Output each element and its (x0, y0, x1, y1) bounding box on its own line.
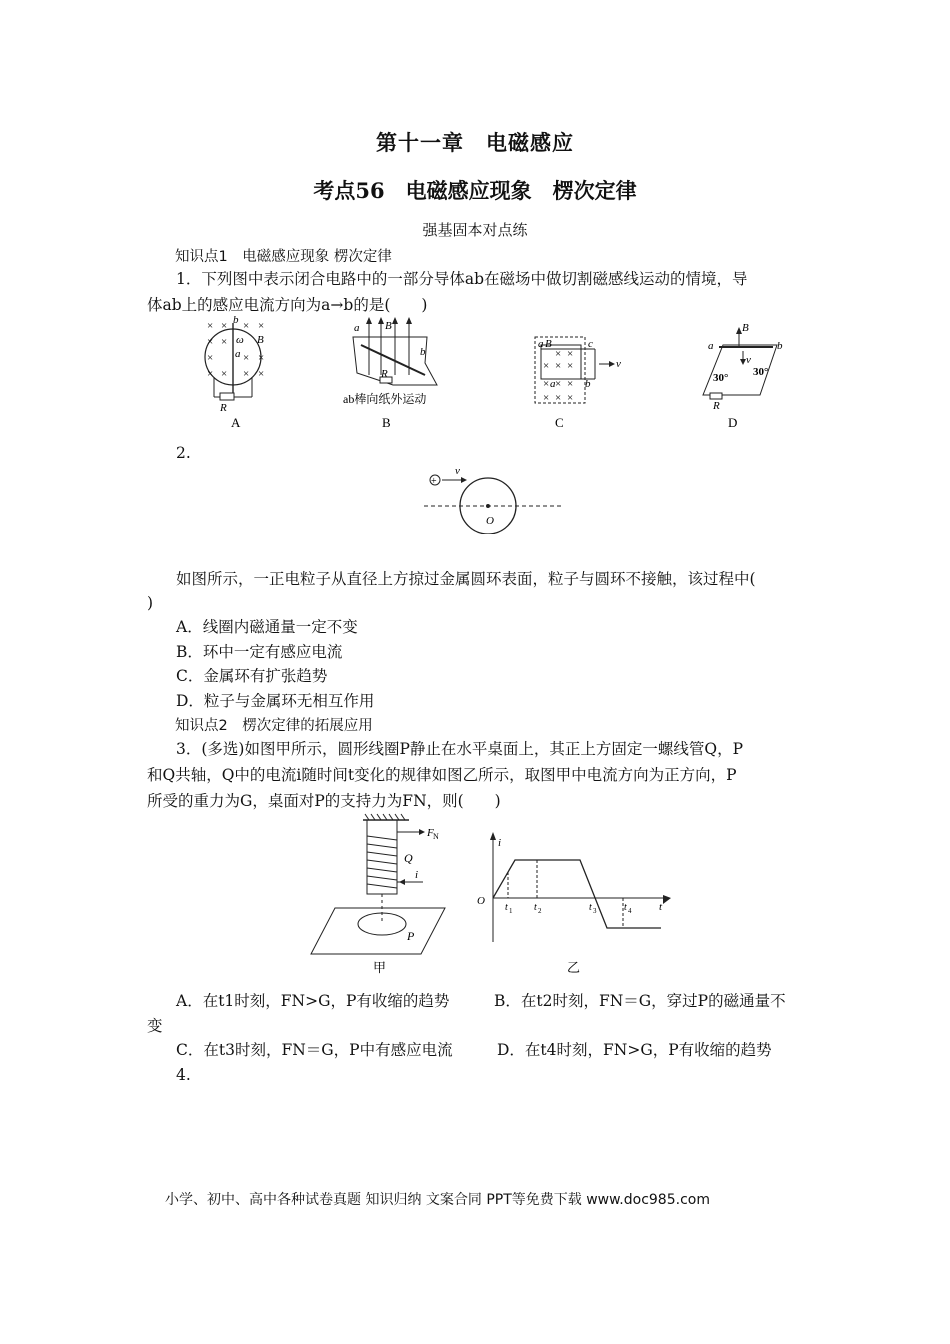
q2-option-c: C．金属环有扩张趋势 (176, 667, 328, 685)
svg-text:t: t (589, 902, 592, 913)
q3-line3: 所受的重力为G，桌面对P的支持力为FN，则( ) (147, 792, 501, 810)
svg-text:a: a (538, 338, 544, 350)
q2-option-d: D．粒子与金属环无相互作用 (176, 692, 375, 710)
svg-text:2: 2 (538, 907, 542, 915)
svg-text:C: C (555, 415, 564, 430)
svg-text:D: D (728, 415, 738, 430)
svg-text:×: × (221, 336, 228, 348)
svg-text:b: b (233, 315, 239, 326)
svg-text:3: 3 (593, 907, 597, 915)
svg-text:×: × (207, 320, 214, 332)
svg-text:×: × (258, 352, 265, 364)
svg-text:O: O (477, 895, 485, 907)
svg-text:×: × (543, 360, 550, 372)
figure-d (703, 322, 783, 430)
svg-text:t: t (534, 902, 537, 913)
svg-text:v: v (455, 465, 460, 477)
svg-text:a: a (354, 322, 360, 334)
topic-title: 考点56 电磁感应现象 楞次定律 (313, 178, 637, 203)
svg-text:v: v (746, 354, 751, 366)
q2-option-b: B．环中一定有感应电流 (176, 643, 343, 661)
figure-jia-label: 甲 (373, 960, 387, 975)
q2-stem-line2: ) (147, 594, 154, 612)
figure-jia (311, 814, 445, 975)
svg-text:×: × (243, 320, 250, 332)
svg-text:t: t (624, 902, 627, 913)
svg-text:b: b (585, 378, 591, 390)
svg-text:×: × (243, 368, 250, 380)
svg-text:30°: 30° (753, 366, 769, 378)
svg-text:×: × (555, 348, 562, 360)
svg-text:B: B (385, 320, 392, 332)
section-title: 强基固本对点练 (422, 221, 528, 239)
svg-text:i: i (498, 837, 502, 849)
svg-text:Q: Q (404, 851, 413, 865)
svg-text:×: × (555, 360, 562, 372)
svg-text:B: B (742, 322, 749, 334)
figure-b-caption: ab棒向纸外运动 (343, 392, 427, 406)
svg-text:O: O (486, 515, 494, 527)
svg-text:b: b (777, 340, 783, 352)
svg-text:b: b (420, 346, 426, 358)
q2-figure (420, 462, 570, 534)
svg-text:c: c (588, 338, 593, 350)
svg-text:×: × (543, 392, 550, 404)
q2-option-a: A．线圈内磁通量一定不变 (176, 618, 358, 636)
q3-option-b-cont: 变 (147, 1017, 163, 1035)
svg-text:×: × (567, 392, 574, 404)
q3-figures (305, 812, 705, 977)
q4-number: 4. (176, 1066, 191, 1084)
svg-text:a: a (708, 340, 714, 352)
svg-text:F: F (427, 827, 434, 839)
svg-text:ω: ω (236, 334, 244, 346)
figure-yi-label: 乙 (567, 960, 581, 975)
svg-text:B: B (545, 338, 552, 350)
knowledge-point-1: 知识点1 电磁感应现象 楞次定律 (175, 249, 392, 265)
svg-text:×: × (207, 336, 214, 348)
svg-text:A: A (231, 415, 241, 430)
svg-text:×: × (258, 368, 265, 380)
q3-line1: 3．(多选)如图甲所示，圆形线圈P静止在水平桌面上，其正上方固定一螺线管Q，P (176, 740, 744, 758)
svg-text:a: a (550, 378, 556, 390)
svg-text:i: i (415, 869, 419, 881)
svg-text:4: 4 (628, 907, 632, 915)
svg-text:×: × (543, 378, 550, 390)
chapter-title: 第十一章 电磁感应 (376, 130, 574, 155)
svg-text:B: B (257, 334, 264, 346)
svg-text:v: v (616, 358, 621, 370)
q3-line2: 和Q共轴，Q中的电流i随时间t变化的规律如图乙所示，取图甲中电流方向为正方向，P (147, 766, 737, 784)
figure-b (343, 317, 437, 430)
figure-c (535, 337, 621, 430)
q2-stem-line1: 如图所示，一正电粒子从直径上方掠过金属圆环表面，粒子与圆环不接触，该过程中( (176, 570, 756, 588)
svg-text:×: × (243, 352, 250, 364)
q1-line2: 体ab上的感应电流方向为a→b的是( ) (147, 296, 428, 314)
svg-text:P: P (407, 929, 415, 943)
footer-text: 小学、初中、高中各种试卷真题 知识归纳 文案合同 PPT等免费下载 www.doc985.com (165, 1192, 710, 1208)
knowledge-point-2: 知识点2 楞次定律的拓展应用 (175, 718, 373, 734)
figure-yi (477, 832, 671, 975)
q3-option-a: A．在t1时刻，FN>G，P有收缩的趋势 (176, 992, 450, 1010)
q3-option-b: B．在t2时刻，FN＝G，穿过P的磁通量不 (494, 992, 786, 1010)
svg-text:×: × (221, 320, 228, 332)
svg-text:R: R (220, 402, 227, 414)
svg-text:1: 1 (509, 907, 513, 915)
q3-option-c: C．在t3时刻，FN＝G，P中有感应电流 (176, 1041, 453, 1059)
svg-text:×: × (258, 320, 265, 332)
svg-text:×: × (207, 368, 214, 380)
svg-text:30°: 30° (713, 372, 729, 384)
q1-line1: 1．下列图中表示闭合电路中的一部分导体ab在磁场中做切割磁感线运动的情境，导 (176, 270, 748, 288)
svg-text:a: a (235, 348, 241, 360)
figure-a (205, 315, 264, 430)
q1-figures (195, 315, 795, 435)
svg-text:+: + (431, 476, 437, 487)
svg-text:N: N (433, 832, 439, 841)
svg-text:B: B (382, 415, 391, 430)
svg-text:R: R (713, 400, 720, 412)
svg-text:×: × (555, 392, 562, 404)
q3-option-d: D．在t4时刻，FN>G，P有收缩的趋势 (497, 1041, 772, 1059)
svg-text:t: t (505, 902, 508, 913)
svg-text:×: × (221, 368, 228, 380)
svg-text:t: t (659, 901, 663, 913)
svg-text:×: × (207, 352, 214, 364)
svg-text:R: R (381, 368, 388, 380)
svg-text:×: × (567, 378, 574, 390)
svg-text:×: × (567, 360, 574, 372)
svg-text:×: × (567, 348, 574, 360)
q2-number: 2. (176, 444, 191, 462)
svg-text:×: × (555, 378, 562, 390)
